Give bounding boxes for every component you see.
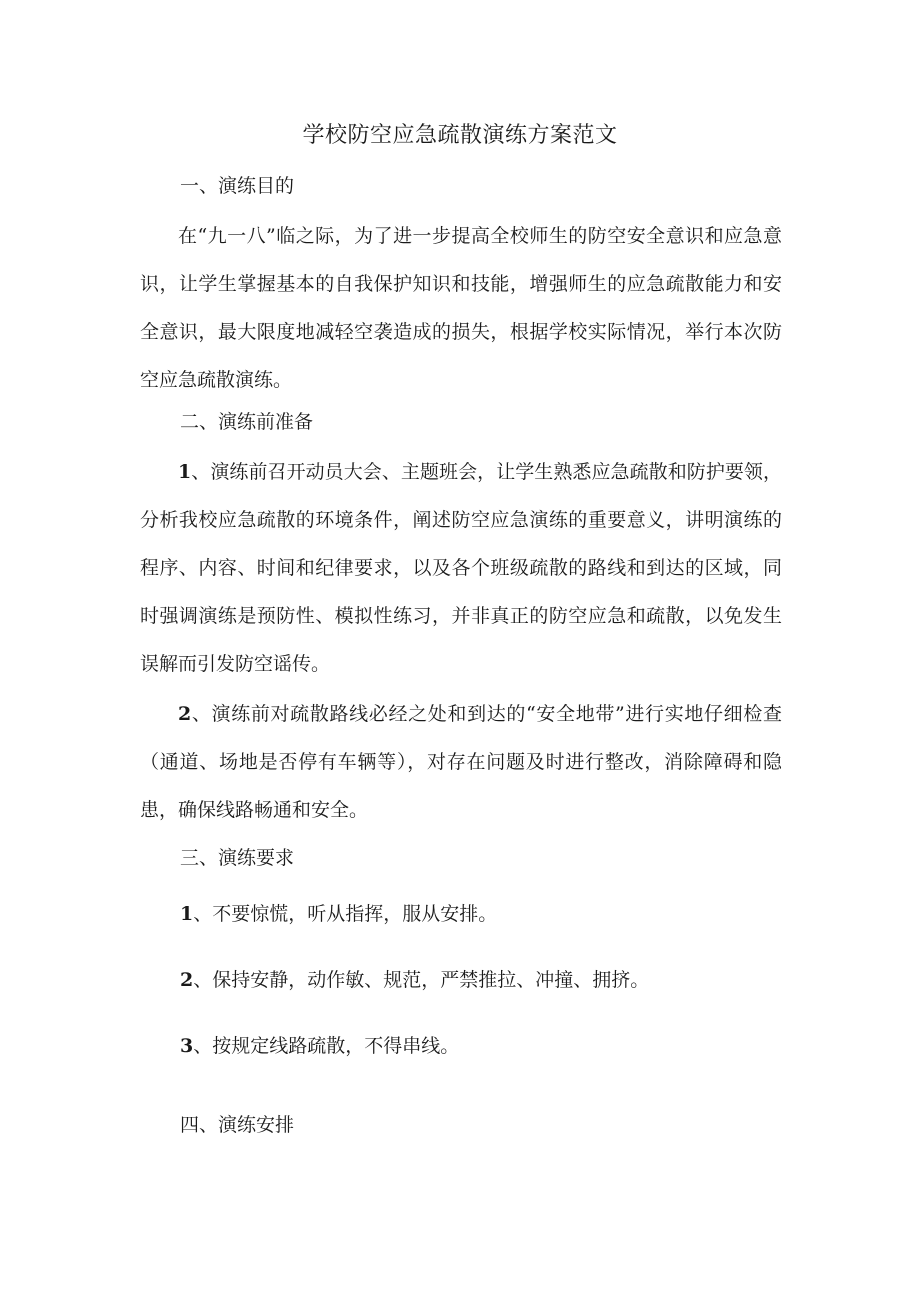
item-number: 2: [178, 703, 192, 725]
preparation-item-1: [140, 448, 782, 688]
item-text: 、演练前对疏散路线必经之处和到达的“安全地带”进行实地仔细检查（通道、场地是否停有车辆等），对存在问题及时进行整改，消除障碍和隐患，确保线路畅通和安全。: [140, 703, 782, 821]
item-number: 1: [178, 461, 192, 483]
item-number: 1: [180, 903, 194, 925]
preparation-item-2: [140, 690, 782, 834]
purpose-paragraph: 在“九一八”临之际，为了进一步提高全校师生的防空安全意识和应急意识，让学生掌握基本的自我保护知识和技能，增强师生的应急疏散能力和安全意识，最大限度地减轻空袭造成的损失，根据学校实际情况，举行本次防空应急疏散演练。: [140, 225, 782, 391]
item-text: 、演练前召开动员大会、主题班会，让学生熟悉应急疏散和防护要领，分析我校应急疏散的环境条件，阐述防空应急演练的重要意义，讲明演练的程序、内容、时间和纪律要求，以及各个班级疏散的路线和到达的区域，同时强调演练是预防性、模拟性练习，并非真正的防空应急和疏散，以免发生误解而引发防空谣传。: [140, 461, 782, 675]
item-number: 3: [180, 1035, 194, 1057]
item-text: 、不要惊慌，听从指挥，服从安排。: [193, 903, 498, 925]
section-heading-arrangement: 四、演练安排: [180, 1114, 295, 1136]
section-heading-purpose: 一、演练目的: [180, 175, 295, 197]
item-number: 2: [180, 969, 194, 991]
requirement-item-3: [180, 1032, 459, 1060]
item-text: 、保持安静，动作敏、规范，严禁推拉、冲撞、拥挤。: [193, 969, 650, 991]
section-heading-preparation: 二、演练前准备: [180, 411, 314, 433]
requirement-item-2: [180, 966, 649, 994]
requirement-item-1: [180, 900, 497, 928]
document-title: 学校防空应急疏散演练方案范文: [302, 123, 618, 148]
section-heading-requirements: 三、演练要求: [180, 847, 295, 869]
item-text: 、按规定线路疏散，不得串线。: [193, 1035, 460, 1057]
